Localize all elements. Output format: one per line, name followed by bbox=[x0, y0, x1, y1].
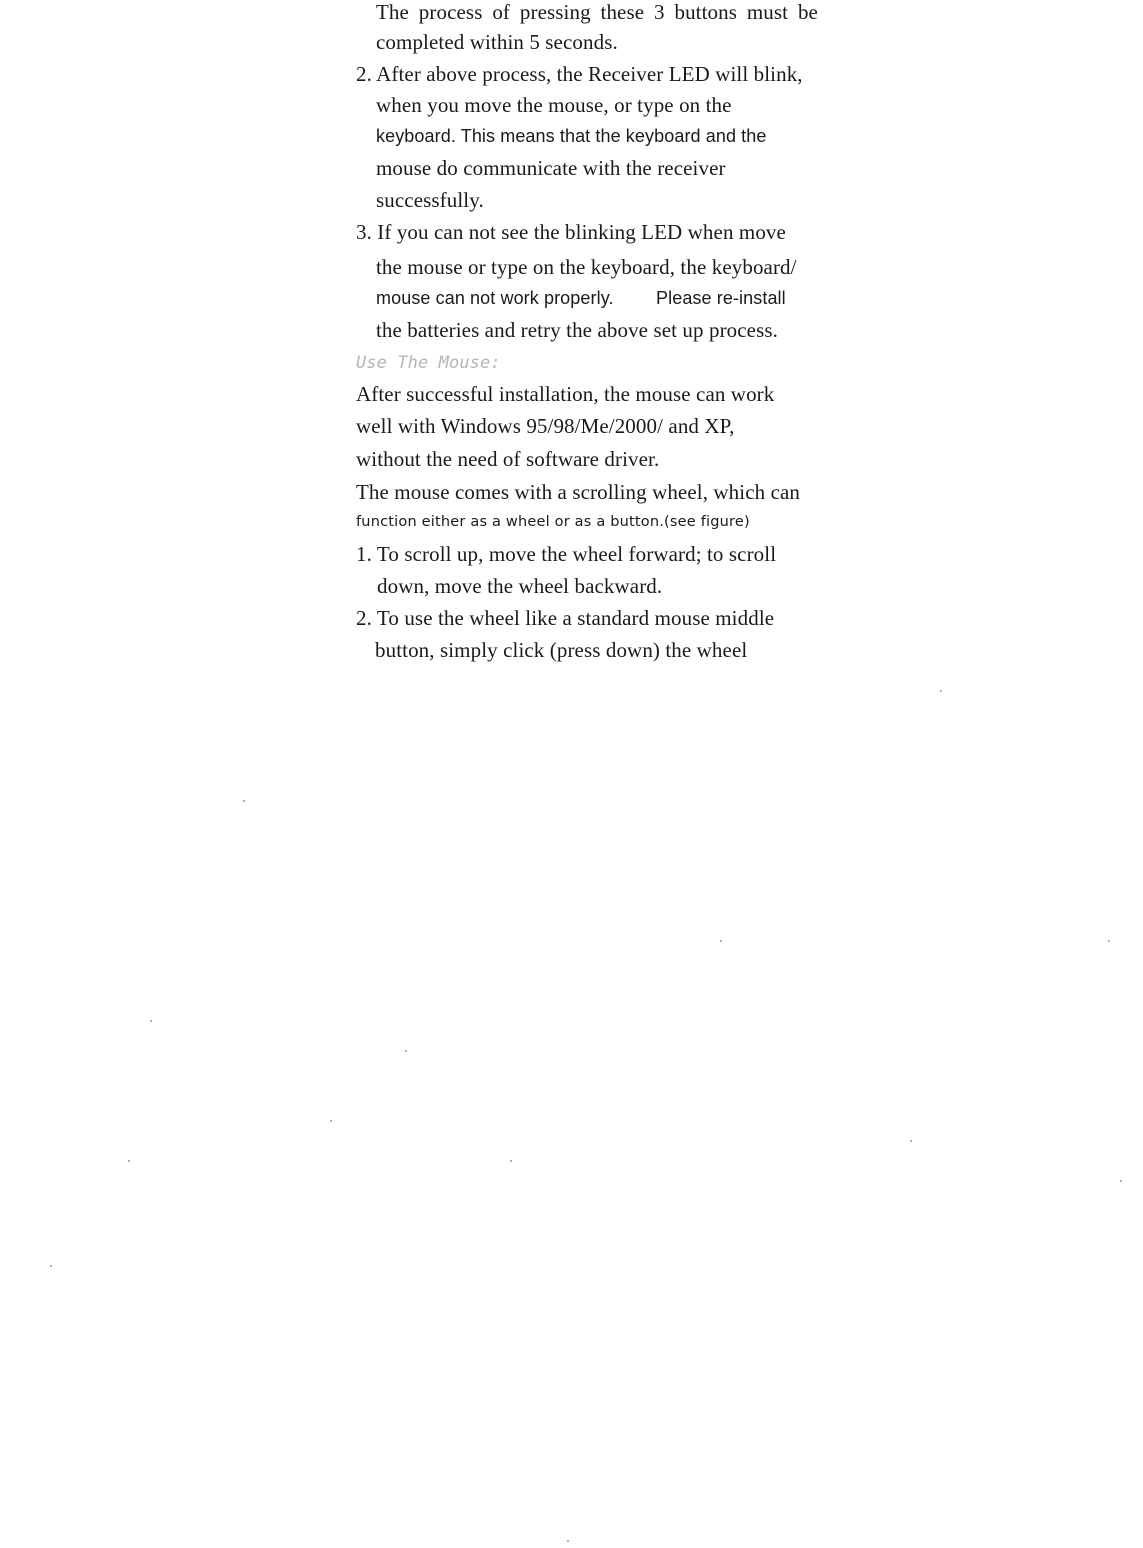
para1-line3: without the need of software driver. bbox=[356, 447, 660, 471]
scan-speck bbox=[150, 1020, 152, 1022]
step3-line2: the mouse or type on the keyboard, the keyboard/ bbox=[376, 255, 797, 279]
wheel-step2-line2: button, simply click (press down) the wheel bbox=[375, 638, 748, 662]
step2-line2: when you move the mouse, or type on the bbox=[376, 93, 732, 117]
scan-speck bbox=[405, 1050, 407, 1052]
step2-line4: mouse do communicate with the receiver bbox=[376, 156, 726, 180]
step3-line4: the batteries and retry the above set up process. bbox=[376, 318, 779, 342]
word: process bbox=[418, 0, 483, 24]
scan-speck bbox=[720, 940, 722, 942]
step2-line1: 2. After above process, the Receiver LED will blink, bbox=[356, 62, 803, 86]
step2-line3: keyboard. This means that the keyboard and the bbox=[376, 126, 767, 146]
scan-speck bbox=[910, 1140, 912, 1142]
wheel-step2-line1: 2. To use the wheel like a standard mouse middle bbox=[356, 606, 775, 630]
word: buttons bbox=[674, 0, 738, 24]
wheel-step1-line2: down, move the wheel backward. bbox=[377, 574, 663, 598]
para1-line2: well with Windows 95/98/Me/2000/ and XP, bbox=[356, 414, 735, 438]
step3-line3a: mouse can not work properly. bbox=[376, 288, 614, 308]
scan-speck bbox=[1108, 940, 1110, 942]
para1-line1: After successful installation, the mouse can work bbox=[356, 382, 775, 406]
step1-line2: completed within 5 seconds. bbox=[376, 30, 618, 54]
scan-speck bbox=[1120, 1180, 1122, 1182]
word: these bbox=[600, 0, 645, 24]
scan-speck bbox=[330, 1120, 332, 1122]
scan-speck bbox=[567, 1540, 569, 1542]
word: pressing bbox=[519, 0, 591, 24]
word: must bbox=[746, 0, 789, 24]
para2-line1: The mouse comes with a scrolling wheel, which can bbox=[356, 480, 801, 504]
scan-speck bbox=[128, 1160, 130, 1162]
word: The bbox=[376, 0, 409, 24]
wheel-step1-line1: 1. To scroll up, move the wheel forward; to scroll bbox=[356, 542, 777, 566]
section-heading-use-the-mouse: Use The Mouse: bbox=[356, 353, 501, 373]
step2-line5: successfully. bbox=[376, 188, 484, 212]
step3-line1: 3. If you can not see the blinking LED when move bbox=[356, 220, 786, 244]
scan-speck bbox=[50, 1265, 52, 1267]
step3-line3b: Please re-install bbox=[656, 288, 786, 308]
scan-speck bbox=[510, 1160, 512, 1162]
scan-speck bbox=[940, 690, 942, 692]
word: be bbox=[797, 0, 818, 24]
para2-line2: function either as a wheel or as a button.(see figure) bbox=[356, 514, 750, 530]
word: 3 bbox=[654, 0, 665, 24]
step1-line1 bbox=[376, 0, 818, 26]
scan-speck bbox=[243, 800, 245, 802]
word: of bbox=[492, 0, 511, 24]
